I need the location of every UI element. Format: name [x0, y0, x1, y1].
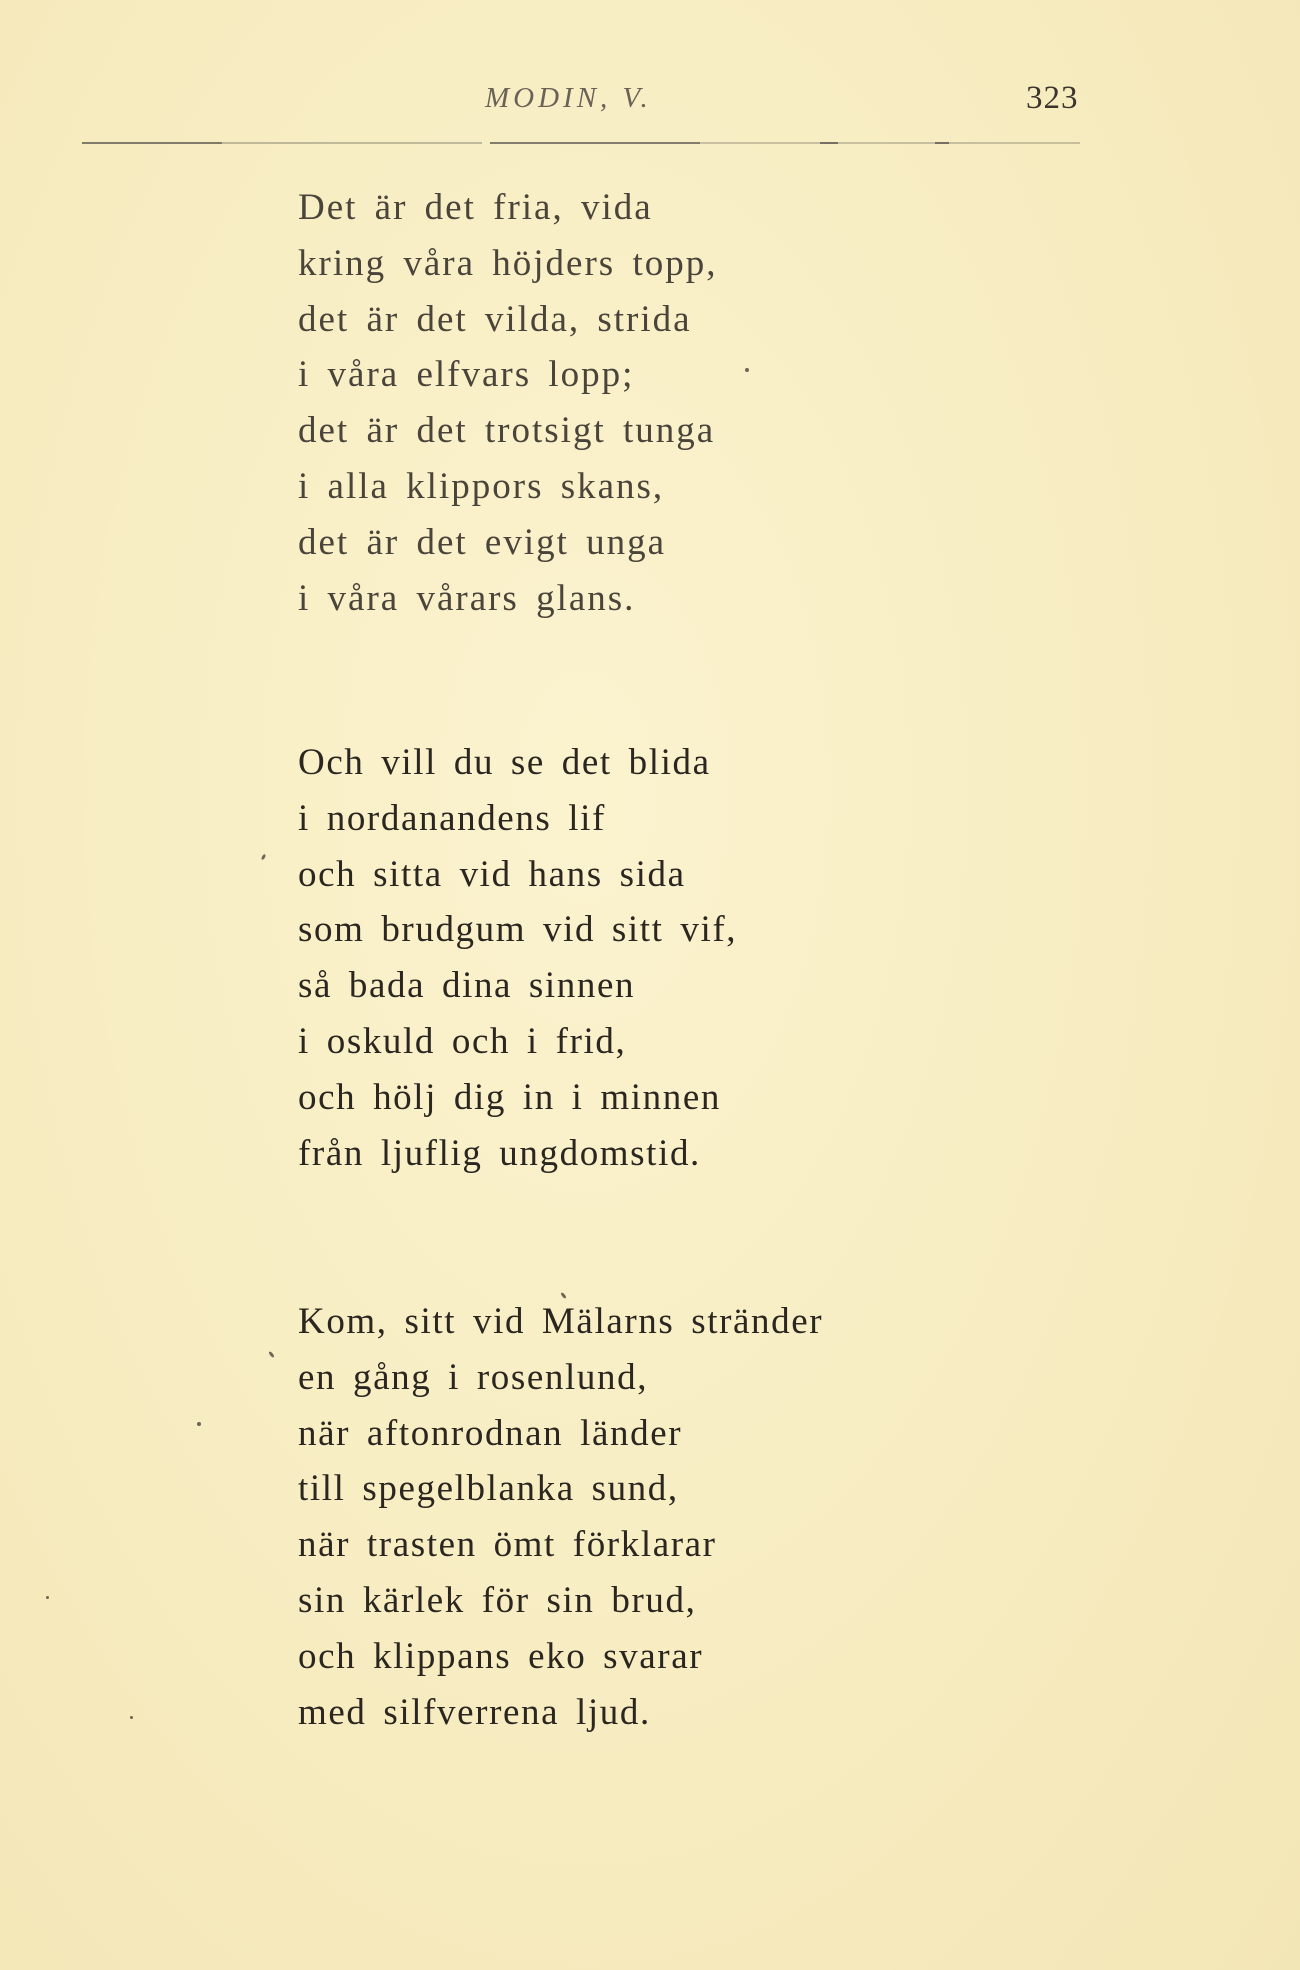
verse-line: och hölj dig in i minnen	[298, 1076, 721, 1118]
header-rule	[82, 142, 222, 144]
verse-line: en gång i rosenlund,	[298, 1356, 649, 1398]
running-title: MODIN, V.	[485, 82, 652, 114]
verse-line: så bada dina sinnen	[298, 965, 636, 1007]
verse-line: det är det vilda, strida	[298, 298, 692, 340]
verse-line: i våra vårars glans.	[298, 577, 636, 619]
verse-line: som brudgum vid sitt vif,	[298, 909, 738, 951]
header-rule	[222, 142, 482, 144]
page-number: 323	[1026, 80, 1079, 116]
verse-line: till spegelblanka sund,	[298, 1468, 679, 1510]
verse-line: när aftonrodnan länder	[298, 1412, 683, 1454]
verse-line: i alla klippors skans,	[298, 465, 665, 507]
verse-line: och sitta vid hans sida	[298, 853, 686, 895]
verse-line: sin kärlek för sin brud,	[298, 1579, 697, 1621]
verse-line: i våra elfvars lopp;	[298, 354, 635, 396]
stanza-2	[298, 735, 737, 1181]
verse-line: kring våra höjders topp,	[298, 242, 718, 284]
verse-line: i oskuld och i frid,	[298, 1020, 627, 1062]
print-speck	[130, 1716, 133, 1719]
verse-line: när trasten ömt förklarar	[298, 1524, 717, 1566]
print-speck	[745, 368, 749, 372]
header-rule	[935, 142, 949, 144]
verse-line: från ljuflig ungdomstid.	[298, 1132, 701, 1174]
stanza-3	[298, 1294, 823, 1740]
verse-line: Och vill du se det blida	[298, 742, 711, 783]
print-speck	[197, 1422, 201, 1426]
verse-line: det är det trotsigt tunga	[298, 410, 716, 452]
verse-line: med silfverrena ljud.	[298, 1691, 651, 1733]
stanza-1	[298, 180, 717, 626]
verse-line: Kom, sitt vid Mälarns stränder	[298, 1301, 824, 1342]
verse-line: Det är det fria, vida	[298, 187, 653, 228]
header-rule	[490, 142, 700, 144]
header-rule	[820, 142, 838, 144]
print-speck	[46, 1596, 49, 1599]
print-speck	[268, 1351, 275, 1358]
print-speck	[261, 854, 267, 861]
verse-line: det är det evigt unga	[298, 521, 667, 563]
verse-line: i nordanandens lif	[298, 797, 606, 839]
header-rule	[700, 142, 1080, 144]
verse-line: och klippans eko svarar	[298, 1635, 704, 1677]
